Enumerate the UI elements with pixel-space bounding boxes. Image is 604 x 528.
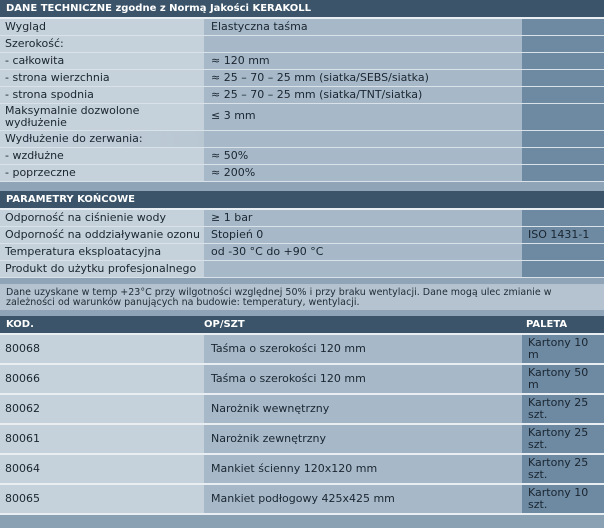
table-row	[0, 261, 604, 278]
row-label: - strona wierzchnia	[0, 70, 204, 86]
table-row	[0, 455, 604, 485]
product-desc: Narożnik zewnętrzny	[204, 425, 522, 453]
table-row	[0, 165, 604, 182]
table-row	[0, 485, 604, 515]
row-extra	[522, 53, 604, 69]
row-extra	[522, 36, 604, 52]
header-pack: PALETA	[526, 319, 568, 330]
table-row	[0, 148, 604, 165]
section-spacer	[0, 182, 604, 191]
row-label: - poprzeczne	[0, 165, 204, 181]
row-extra	[522, 148, 604, 164]
row-extra	[522, 261, 604, 277]
row-value: ≈ 200%	[204, 165, 522, 181]
pack-line: Kartony 25	[528, 396, 589, 409]
technical-data-title: DANE TECHNICZNE zgodne z Normą Jakości KERAKOLL	[0, 0, 604, 17]
row-extra	[522, 165, 604, 181]
product-pack	[522, 425, 604, 453]
table-row	[0, 104, 604, 131]
row-extra	[522, 210, 604, 226]
final-parameters-table	[0, 210, 604, 278]
product-desc: Narożnik wewnętrzny	[204, 395, 522, 423]
pack-line: szt.	[528, 438, 548, 451]
table-row	[0, 19, 604, 36]
table-row	[0, 244, 604, 261]
row-label: Maksymalnie dozwolone wydłużenie	[0, 104, 204, 130]
row-extra	[522, 70, 604, 86]
row-label: Temperatura eksploatacyjna	[0, 244, 204, 260]
row-label: Odporność na oddziaływanie ozonu	[0, 227, 204, 243]
product-pack	[522, 335, 604, 363]
product-code: 80061	[0, 425, 204, 453]
pack-line: Kartony 25	[528, 426, 589, 439]
table-row	[0, 36, 604, 53]
row-extra: ISO 1431-1	[522, 227, 604, 243]
row-extra	[522, 87, 604, 103]
pack-line: Kartony 10	[528, 486, 589, 499]
product-code: 80068	[0, 335, 204, 363]
table-row	[0, 131, 604, 148]
conditions-note: Dane uzyskane w temp +23°C przy wilgotności względnej 50% i przy braku wentylacji. Dane mogą ulec zmianie w zależności od warunków panujących na budowie: temperatury, wentylacji.	[0, 284, 604, 310]
pack-line: Kartony 25	[528, 456, 589, 469]
pack-line: szt.	[528, 408, 548, 421]
row-value: ≥ 1 bar	[204, 210, 522, 226]
table-row	[0, 365, 604, 395]
table-row	[0, 425, 604, 455]
row-value: ≈ 25 – 70 – 25 mm (siatka/SEBS/siatka)	[204, 70, 522, 86]
row-label: - strona spodnia	[0, 87, 204, 103]
row-value: ≤ 3 mm	[204, 104, 522, 130]
row-value: ≈ 50%	[204, 148, 522, 164]
row-value	[204, 131, 522, 147]
products-table-header	[0, 316, 604, 333]
product-desc: Taśma o szerokości 120 mm	[204, 335, 522, 363]
row-value: Stopień 0	[204, 227, 522, 243]
technical-data-table	[0, 19, 604, 182]
product-code: 80062	[0, 395, 204, 423]
row-value	[204, 36, 522, 52]
table-row	[0, 395, 604, 425]
pack-line: Kartony 10	[528, 336, 589, 349]
row-label: Szerokość:	[0, 36, 204, 52]
table-row	[0, 70, 604, 87]
pack-line: szt.	[528, 498, 548, 511]
pack-line: m	[528, 348, 539, 361]
row-value: ≈ 25 – 70 – 25 mm (siatka/TNT/siatka)	[204, 87, 522, 103]
row-extra	[522, 244, 604, 260]
row-value	[204, 261, 522, 277]
pack-line: m	[528, 378, 539, 391]
product-pack	[522, 485, 604, 513]
table-row	[0, 53, 604, 70]
row-value: od -30 °C do +90 °C	[204, 244, 522, 260]
product-code: 80066	[0, 365, 204, 393]
table-row	[0, 210, 604, 227]
header-code: KOD.	[6, 319, 34, 330]
row-label: Odporność na ciśnienie wody	[0, 210, 204, 226]
pack-line: Kartony 50	[528, 366, 589, 379]
header-desc: OP/SZT	[204, 319, 245, 330]
row-label: - wzdłużne	[0, 148, 204, 164]
products-table	[0, 335, 604, 515]
table-row	[0, 335, 604, 365]
table-row	[0, 227, 604, 244]
row-label: - całkowita	[0, 53, 204, 69]
row-label: Wygląd	[0, 19, 204, 35]
row-value: ≈ 120 mm	[204, 53, 522, 69]
row-label: Produkt do użytku profesjonalnego	[0, 261, 204, 277]
product-pack	[522, 395, 604, 423]
product-desc: Taśma o szerokości 120 mm	[204, 365, 522, 393]
product-desc: Mankiet ścienny 120x120 mm	[204, 455, 522, 483]
pack-line: szt.	[528, 468, 548, 481]
row-value: Elastyczna taśma	[204, 19, 522, 35]
product-code: 80064	[0, 455, 204, 483]
product-pack	[522, 455, 604, 483]
row-extra	[522, 104, 604, 130]
table-row	[0, 87, 604, 104]
row-extra	[522, 131, 604, 147]
row-label: Wydłużenie do zerwania:	[0, 131, 204, 147]
final-parameters-title: PARAMETRY KOŃCOWE	[0, 191, 604, 208]
product-code: 80065	[0, 485, 204, 513]
row-extra	[522, 19, 604, 35]
product-desc: Mankiet podłogowy 425x425 mm	[204, 485, 522, 513]
product-pack	[522, 365, 604, 393]
